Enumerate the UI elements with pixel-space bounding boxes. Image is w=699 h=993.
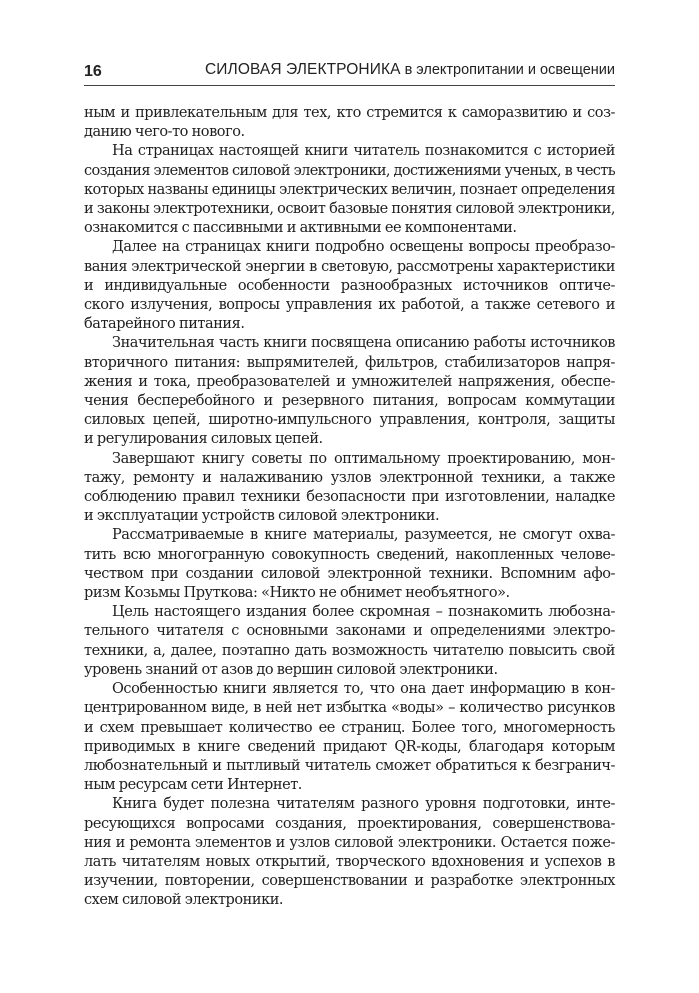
page-number: 16 (84, 63, 102, 80)
text-line: ского излучения, вопросы управления их работой, а также сетевого и (84, 297, 615, 314)
text-line: вания электрической энергии в световую, рассмотрены характеристики (84, 258, 615, 275)
text-line: Значительная часть книги посвящена описанию работы источников (112, 335, 615, 352)
running-head (205, 61, 615, 79)
text-line: техники, а, далее, поэтапно дать возможность читателю повысить свой (84, 642, 615, 659)
text-line: Рассматриваемые в книге материалы, разумеется, не смогут охва- (112, 527, 615, 544)
text-line: Завершают книгу советы по оптимальному проектированию, мон- (112, 450, 615, 467)
text-line: Цель настоящего издания более скромная – познакомить любозна- (112, 604, 615, 621)
text-line: схем силовой электроники. (84, 892, 284, 909)
page-header (84, 58, 615, 86)
text-line: и схем превышает количество ее страниц. Более того, многомерность (84, 719, 615, 736)
paragraph (84, 680, 615, 795)
paragraph (84, 334, 615, 449)
text-line: соблюдению правил техники безопасности при изготовлении, наладке (84, 489, 615, 506)
text-line: ния и ремонта элементов и узлов силовой электроники. Остается поже- (84, 834, 615, 851)
text-line: уровень знаний от азов до вершин силовой электроники. (84, 661, 498, 678)
text-line: ознакомится с пассивными и активными ее компонентами. (84, 220, 517, 237)
paragraph (84, 142, 615, 238)
text-line: Особенностью книги является то, что она дает информацию в кон- (112, 681, 615, 698)
text-line: тельного читателя с основными законами и определениями электро- (84, 623, 615, 640)
text-line: приводимых в книге сведений придают QR-коды, благодаря которым (84, 738, 615, 755)
text-line: чения бесперебойного и резервного питания, вопросам коммутации (84, 393, 615, 410)
text-line: и эксплуатации устройств силовой электроники. (84, 508, 440, 525)
text-line: силовых цепей, широтно-импульсного управления, контроля, защиты (84, 412, 615, 429)
text-line: жения и тока, преобразователей и умножителей напряжения, обеспе- (84, 373, 615, 390)
paragraph (84, 795, 615, 910)
body-text (84, 104, 615, 911)
text-line: и индивидуальные особенности разнообразных источников оптиче- (84, 277, 615, 294)
text-line: Книга будет полезна читателям разного уровня подготовки, инте- (112, 796, 615, 813)
text-line: тить всю многогранную совокупность сведений, накопленных челове- (84, 546, 615, 563)
text-line: данию чего-то нового. (84, 124, 245, 141)
paragraph (84, 450, 615, 527)
text-line: лать читателям новых открытий, творческого вдохновения и успехов в (84, 853, 615, 870)
text-line: ризм Козьмы Пруткова: «Никто не обнимет необъятного». (84, 585, 510, 602)
text-line: батарейного питания. (84, 316, 245, 333)
text-line: создания элементов силовой электроники, достижениями ученых, в честь (84, 162, 615, 179)
text-line: Далее на страницах книги подробно освещены вопросы преобразо- (112, 239, 615, 256)
text-line: изучении, повторении, совершенствовании и разработке электронных (84, 873, 615, 890)
text-line: центрированном виде, в ней нет избытка «воды» – количество рисунков (84, 700, 615, 717)
paragraph (84, 104, 615, 142)
text-line: тажу, ремонту и налаживанию узлов электронной техники, а также (84, 469, 615, 486)
paragraph (84, 603, 615, 680)
text-line: и законы электротехники, освоит базовые понятия силовой электроники, (84, 201, 615, 218)
running-head-caps: СИЛОВАЯ ЭЛЕКТРОНИКА (205, 61, 401, 78)
text-line: и регулирования силовых цепей. (84, 431, 323, 448)
text-line: чеством при создании силовой электронной техники. Вспомним афо- (84, 565, 615, 582)
text-line: вторичного питания: выпрямителей, фильтров, стабилизаторов напря- (84, 354, 615, 371)
header-rule (84, 85, 615, 86)
text-line: ресующихся вопросами создания, проектирования, совершенствова- (84, 815, 615, 832)
paragraph (84, 238, 615, 334)
running-head-rest: в электропитании и освещении (404, 62, 615, 78)
paragraph (84, 526, 615, 603)
text-line: любознательный и пытливый читатель сможет обратиться к безгранич- (84, 757, 615, 774)
text-line: ным ресурсам сети Интернет. (84, 777, 302, 794)
text-line: ным и привлекательным для тех, кто стремится к саморазвитию и соз- (84, 105, 615, 121)
text-line: На страницах настоящей книги читатель познакомится с историей (112, 143, 615, 160)
text-line: которых названы единицы электрических величин, познает определения (84, 181, 615, 198)
